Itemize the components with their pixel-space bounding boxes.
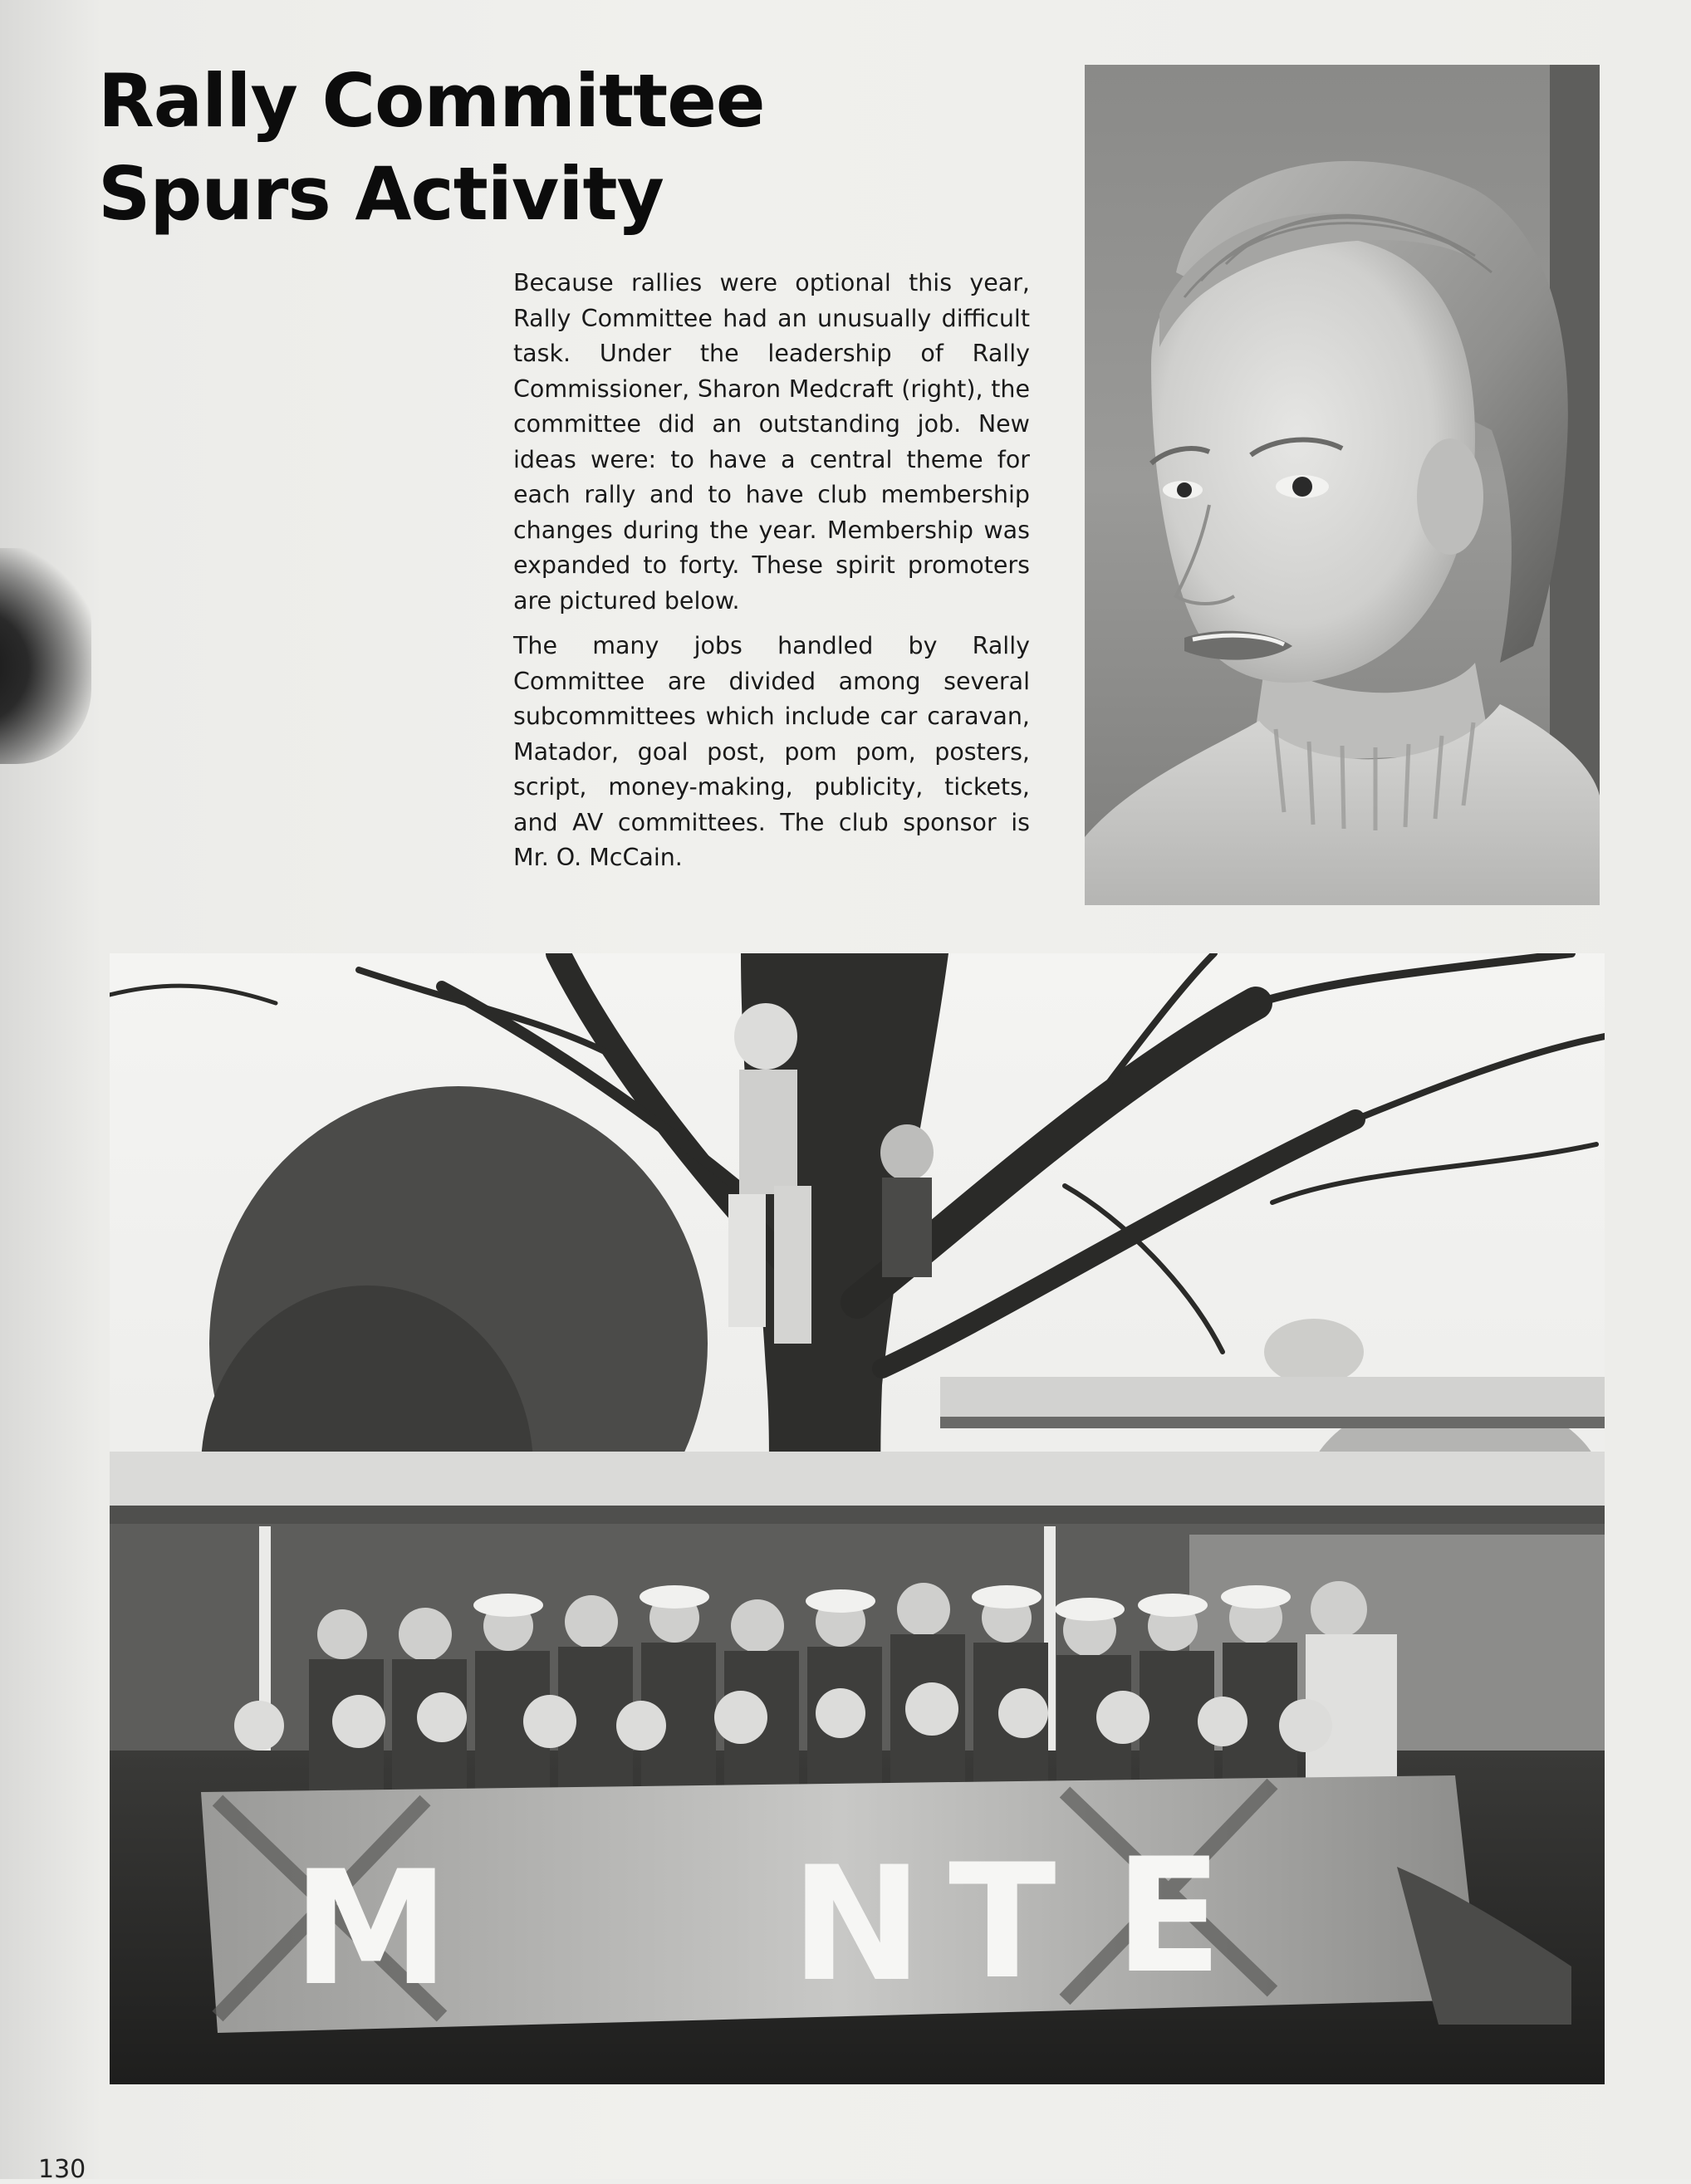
paragraph-2: The many jobs handled by Rally Committee are divided among several subcommittees which include car caravan, Matador, goal post, pom pom, posters, script, money-making, publicity, tickets, and AV committees. The club sponsor is Mr. O. McCain. xyxy=(513,632,1030,871)
article-body xyxy=(513,266,1030,886)
paragraph-1: Because rallies were optional this year, Rally Committee had an unusually difficult task. Under the leadership of Rally Commissioner, Sharon Medcraft (right), the committee did an outstanding job. New ideas were: to have a central theme for each rally and to have club membership changes during the year. Membership was expanded to forty. These spirit promoters are pictured below. xyxy=(513,269,1030,615)
title-line-2: Spurs Activity xyxy=(98,151,664,237)
svg-text:E: E xyxy=(1115,1824,1223,2008)
portrait-photo xyxy=(1085,65,1600,905)
page-number: 130 xyxy=(38,2155,86,2184)
group-photo xyxy=(110,953,1605,2084)
binding-shadow xyxy=(0,548,91,764)
svg-text:N: N xyxy=(791,1833,924,2016)
svg-text:M: M xyxy=(292,1837,450,2020)
page-title xyxy=(98,55,765,241)
svg-text:T: T xyxy=(948,1830,1056,2014)
portrait-illustration xyxy=(1085,65,1600,905)
title-line-1: Rally Committee xyxy=(98,58,765,144)
group-photo-illustration xyxy=(110,953,1605,2084)
